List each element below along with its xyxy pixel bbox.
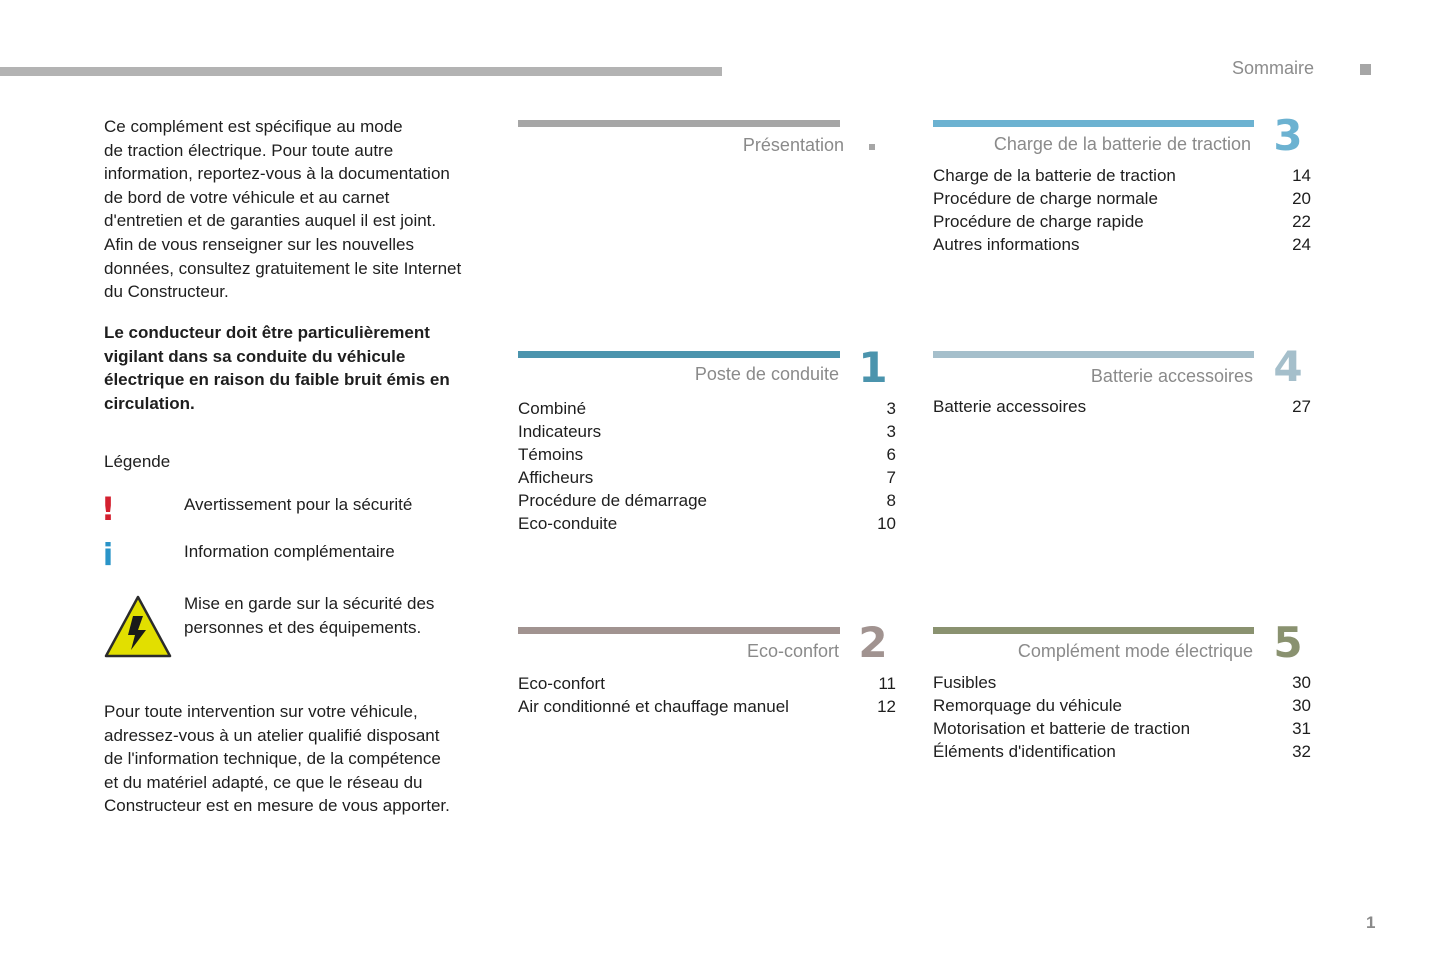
toc-entry[interactable] [933, 233, 1311, 256]
toc-entry-page: 11 [878, 674, 896, 693]
toc-entry-page: 30 [1292, 696, 1311, 715]
toc-entry-page: 8 [886, 491, 896, 510]
section-5-number: 5 [1273, 618, 1303, 667]
section-4-number: 4 [1273, 342, 1303, 391]
warning-line: vigilant dans sa conduite du véhicule [104, 346, 406, 366]
warning-line: circulation. [104, 393, 195, 413]
toc-entry-page: 3 [886, 399, 896, 418]
toc-entry[interactable] [933, 671, 1311, 694]
toc-entry[interactable] [933, 395, 1311, 418]
toc-entry-label: Procédure de démarrage [518, 491, 708, 510]
toc-entry-label: Motorisation et batterie de traction [933, 719, 1191, 738]
intro-line: d'entretien et de garanties auquel il est joint. [104, 211, 437, 231]
section-3-title[interactable]: Charge de la batterie de traction [993, 134, 1251, 154]
page-number: 1 [1366, 913, 1376, 932]
toc-entry-page: 27 [1292, 397, 1311, 416]
toc-entry[interactable] [933, 187, 1311, 210]
intro-line: de bord de votre véhicule et au carnet [104, 187, 390, 207]
section-presentation-bar [518, 120, 840, 127]
toc-entry-label: Fusibles [933, 673, 997, 692]
toc-entry[interactable] [518, 443, 896, 466]
toc-entry[interactable] [933, 717, 1311, 740]
section-1-number: 1 [858, 343, 888, 392]
toc-entry-page: 30 [1292, 673, 1311, 692]
exclamation-icon: ! [100, 490, 116, 528]
toc-entry[interactable] [933, 694, 1311, 717]
legend-safety-text: Avertissement pour la sécurité [184, 495, 413, 514]
page-title: Sommaire [1231, 58, 1314, 78]
toc-entry[interactable] [518, 397, 896, 420]
toc-entry-label: Indicateurs [518, 422, 602, 441]
toc-entry-page: 10 [877, 514, 896, 533]
section-4-bar [933, 351, 1254, 358]
outro-line: Pour toute intervention sur votre véhicule, [104, 702, 418, 721]
section-1-bar [518, 351, 840, 358]
service-paragraph [104, 700, 494, 818]
section-2-toc [518, 672, 896, 718]
toc-entry-label: Air conditionné et chauffage manuel [518, 697, 789, 716]
toc-entry-label: Eco-conduite [518, 514, 618, 533]
toc-entry-page: 32 [1292, 742, 1311, 761]
intro-line: Ce complément est spécifique au mode [104, 117, 403, 136]
toc-entry[interactable] [933, 164, 1311, 187]
toc-entry-page: 24 [1292, 235, 1311, 254]
toc-entry-label: Remorquage du véhicule [933, 696, 1123, 715]
outro-line: de l'information technique, de la compétence [104, 749, 441, 769]
legend-heading: Légende [104, 452, 171, 471]
high-voltage-icon [103, 594, 173, 660]
section-1-toc [518, 397, 896, 535]
toc-entry-label: Combiné [518, 399, 587, 418]
outro-line: et du matériel adapté, ce que le réseau du [104, 772, 423, 792]
toc-entry[interactable] [933, 210, 1311, 233]
toc-entry-label: Eco-confort [518, 674, 605, 693]
intro-line: données, consultez gratuitement le site Internet [104, 258, 462, 278]
toc-entry-label: Éléments d'identification [933, 742, 1116, 761]
toc-entry-page: 12 [877, 697, 896, 716]
section-4-title[interactable]: Batterie accessoires [1090, 366, 1253, 386]
header-bar [0, 67, 722, 76]
intro-line: information, reportez-vous à la documentation [104, 164, 450, 184]
toc-entry-page: 31 [1292, 719, 1311, 738]
section-3-number: 3 [1273, 111, 1303, 160]
toc-entry-label: Charge de la batterie de traction [933, 166, 1176, 185]
outro-line: adressez-vous à un atelier qualifié disposant [104, 725, 440, 745]
legend-hazard-text [184, 592, 474, 639]
section-3-bar [933, 120, 1254, 127]
toc-entry[interactable] [518, 512, 896, 535]
section-2-number: 2 [858, 618, 888, 667]
toc-entry[interactable] [518, 466, 896, 489]
header-square-marker [1360, 64, 1371, 75]
section-3-toc [933, 164, 1311, 256]
legend-hazard-line: Mise en garde sur la sécurité des [184, 594, 435, 613]
legend-info-text: Information complémentaire [184, 542, 395, 561]
toc-entry[interactable] [518, 672, 896, 695]
intro-line: de traction électrique. Pour toute autre [104, 140, 394, 160]
toc-entry-label: Afficheurs [518, 468, 594, 487]
section-5-bar [933, 627, 1254, 634]
toc-entry-label: Batterie accessoires [933, 397, 1087, 416]
section-2-title[interactable]: Eco-confort [746, 641, 839, 661]
toc-entry[interactable] [518, 489, 896, 512]
presentation-dot-marker [869, 144, 875, 150]
section-2-bar [518, 627, 840, 634]
driver-warning [104, 321, 494, 415]
toc-entry-page: 14 [1292, 166, 1311, 185]
section-5-toc [933, 671, 1311, 763]
section-5-title[interactable]: Complément mode électrique [1017, 641, 1253, 661]
toc-entry-page: 22 [1292, 212, 1311, 231]
section-presentation-title[interactable]: Présentation [742, 135, 844, 155]
section-1-title[interactable]: Poste de conduite [694, 364, 839, 384]
legend-hazard-line: personnes et des équipements. [184, 617, 422, 637]
warning-line: Le conducteur doit être particulièrement [104, 323, 430, 342]
intro-paragraph [104, 115, 494, 304]
toc-entry-label: Procédure de charge rapide [933, 212, 1144, 231]
toc-entry-label: Autres informations [933, 235, 1080, 254]
intro-line: Afin de vous renseigner sur les nouvelles [104, 234, 414, 254]
toc-entry-page: 7 [886, 468, 896, 487]
toc-entry-page: 6 [886, 445, 896, 464]
section-4-toc [933, 395, 1311, 418]
toc-entry-label: Procédure de charge normale [933, 189, 1158, 208]
toc-entry[interactable] [933, 740, 1311, 763]
toc-entry-page: 3 [886, 422, 896, 441]
toc-entry[interactable] [518, 695, 896, 718]
intro-line: du Constructeur. [104, 282, 229, 302]
toc-entry-page: 20 [1292, 189, 1311, 208]
toc-entry-label: Témoins [518, 445, 584, 464]
warning-line: électrique en raison du faible bruit émis en [104, 370, 450, 390]
toc-entry[interactable] [518, 420, 896, 443]
outro-line: Constructeur est en mesure de vous apporter. [104, 796, 450, 816]
info-icon: i [102, 538, 114, 573]
